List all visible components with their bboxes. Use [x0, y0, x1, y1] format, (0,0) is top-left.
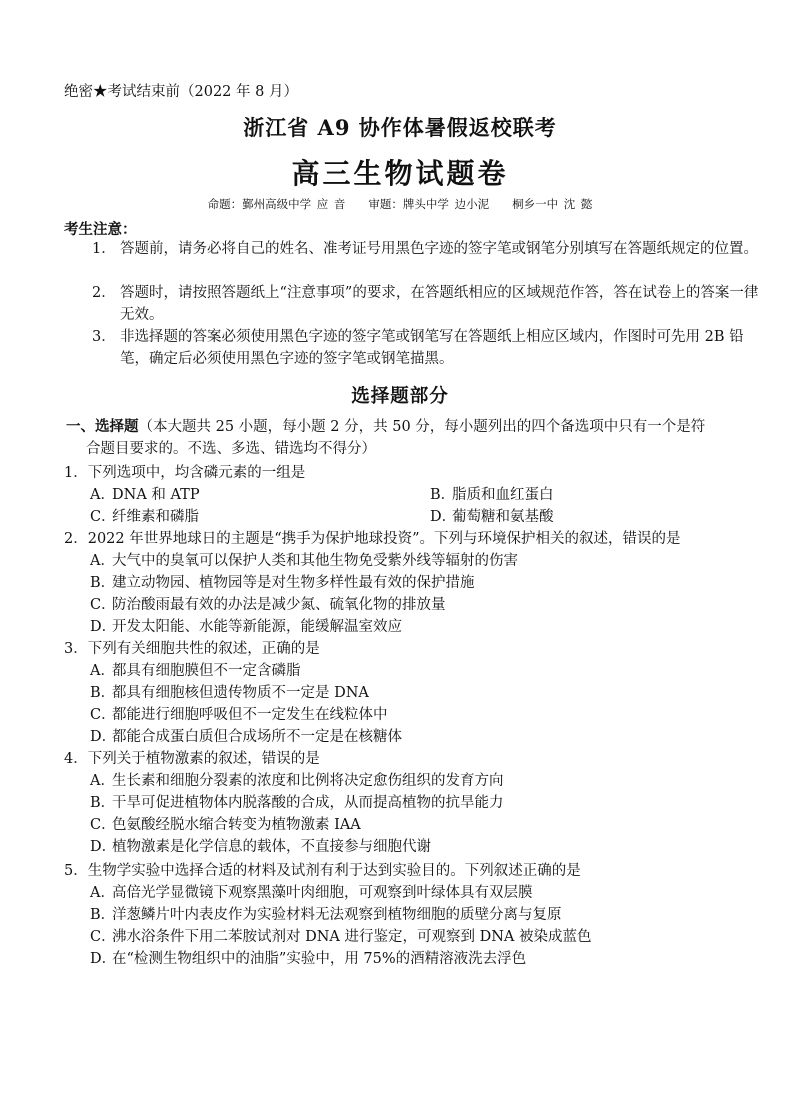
- subject-title: 高三生物试题卷: [291, 157, 509, 190]
- option-text: 在“检测生物组织中的油脂”实验中，用 75%的酒精溶液洗去浮色: [112, 951, 527, 967]
- option-text: 色氨酸经脱水缩合转变为植物激素 IAA: [112, 817, 361, 833]
- option-letter: C．: [90, 929, 116, 945]
- question-4-option-d: [90, 836, 431, 858]
- option-letter: A．: [90, 885, 115, 901]
- option-letter: B．: [90, 575, 116, 591]
- option-letter: B．: [430, 487, 456, 503]
- notice-item-3: [92, 326, 762, 370]
- option-letter: A．: [90, 553, 115, 569]
- option-letter: C．: [90, 597, 116, 613]
- question-4-option-c: [90, 814, 361, 836]
- question-5-option-a: [90, 882, 533, 904]
- option-text: 大气中的臭氧可以保护人类和其他生物免受紫外线等辐射的伤害: [112, 553, 518, 569]
- option-text: 植物激素是化学信息的载体，不直接参与细胞代谢: [112, 839, 431, 855]
- option-text: 脂质和血红蛋白: [452, 487, 554, 503]
- section-title: 选择题部分: [351, 386, 449, 407]
- part-header: [66, 416, 756, 460]
- part-description: （本大题共 25 小题，每小题 2 分，共 50 分，每小题列出的四个备选项中只有一个是符: [138, 419, 706, 435]
- question-1-option-d: [430, 506, 554, 528]
- question-3-option-c: [90, 704, 388, 726]
- notice-text: 答题前，请务必将自己的姓名、准考证号用黑色字迹的签字笔或钢笔分别填写在答题纸规定的位置。: [120, 241, 758, 257]
- question-3-option-a: [90, 660, 301, 682]
- option-letter: D．: [90, 839, 117, 855]
- option-text: 都具有细胞膜但不一定含磷脂: [112, 663, 301, 679]
- option-text: 葡萄糖和氨基酸: [452, 509, 554, 525]
- option-text: 沸水浴条件下用二苯胺试剂对 DNA 进行鉴定，可观察到 DNA 被染成蓝色: [112, 929, 592, 945]
- notice-item-2: [92, 282, 762, 326]
- notice-number: 1．: [92, 241, 116, 257]
- option-text: 都能进行细胞呼吸但不一定发生在线粒体中: [112, 707, 388, 723]
- question-2-option-a: [90, 550, 518, 572]
- option-text: 高倍光学显微镜下观察黑藻叶肉细胞，可观察到叶绿体具有双层膜: [112, 885, 533, 901]
- notice-text: 答题时，请按照答题纸上“注意事项”的要求，在答题纸相应的区域规范作答，答在试卷上的答案一律无效。: [120, 285, 759, 323]
- notice-title: 考生注意：: [64, 221, 137, 238]
- question-4-option-a: [90, 770, 504, 792]
- option-text: 都具有细胞核但遗传物质不一定是 DNA: [112, 685, 369, 701]
- question-5-option-b: [90, 904, 562, 926]
- option-letter: B．: [90, 907, 116, 923]
- option-text: 生长素和细胞分裂素的浓度和比例将决定愈伤组织的发育方向: [112, 773, 504, 789]
- question-2-option-b: [90, 572, 475, 594]
- option-letter: A．: [90, 773, 115, 789]
- confidential-line: 绝密★考试结束前（2022 年 8 月）: [64, 84, 298, 100]
- option-text: 防治酸雨最有效的办法是减少氮、硫氧化物的排放量: [112, 597, 446, 613]
- question-2-option-d: [90, 616, 402, 638]
- question-1-option-a: [90, 484, 200, 506]
- option-letter: D．: [90, 951, 117, 967]
- question-1-option-b: [430, 484, 554, 506]
- option-letter: C．: [90, 817, 116, 833]
- notice-text: 非选择题的答案必须使用黑色字迹的签字笔或钢笔写在答题纸上相应区域内，作图时可先用 2B 铅笔，确定后必须使用黑色字迹的签字笔或钢笔描黑。: [120, 329, 744, 367]
- question-4-stem: 4．下列关于植物激素的叙述，错误的是: [64, 751, 320, 767]
- option-letter: D．: [430, 509, 457, 525]
- question-5-stem: 5．生物学实验中选择合适的材料及试剂有利于达到实验目的。下列叙述正确的是: [64, 863, 581, 879]
- option-letter: C．: [90, 707, 116, 723]
- notice-number: 2．: [92, 285, 116, 301]
- option-letter: B．: [90, 795, 116, 811]
- exam-title: 浙江省 A9 协作体暑假返校联考: [243, 115, 557, 140]
- question-2-stem: 2．2022 年世界地球日的主题是“携手为保护地球投资”。下列与环境保护相关的叙述，错误的是: [64, 531, 681, 547]
- option-text: 都能合成蛋白质但合成场所不一定是在核糖体: [112, 729, 402, 745]
- part-lead: 一、选择题: [66, 418, 139, 435]
- option-letter: B．: [90, 685, 116, 701]
- option-text: 建立动物园、植物园等是对生物多样性最有效的保护措施: [112, 575, 475, 591]
- question-1-stem: 1．下列选项中，均含磷元素的一组是: [64, 465, 306, 481]
- part-description-cont: 合题目要求的。不选、多选、错选均不得分）: [86, 441, 376, 457]
- option-text: 洋葱鳞片叶内表皮作为实验材料无法观察到植物细胞的质壁分离与复原: [112, 907, 562, 923]
- option-letter: A．: [90, 487, 115, 503]
- question-3-option-d: [90, 726, 402, 748]
- notice-item-1: [92, 238, 762, 260]
- option-letter: D．: [90, 619, 117, 635]
- option-text: DNA 和 ATP: [112, 487, 200, 503]
- option-letter: A．: [90, 663, 115, 679]
- option-text: 纤维素和磷脂: [112, 509, 199, 525]
- notice-number: 3．: [92, 329, 116, 345]
- author-line: 命题：鄞州高级中学 应 音 审题：牌头中学 边小泥 桐乡一中 沈 懿: [207, 197, 593, 211]
- option-text: 开发太阳能、水能等新能源，能缓解温室效应: [112, 619, 402, 635]
- question-5-option-d: [90, 948, 526, 970]
- option-text: 干旱可促进植物体内脱落酸的合成，从而提高植物的抗旱能力: [112, 795, 504, 811]
- option-letter: D．: [90, 729, 117, 745]
- question-3-stem: 3．下列有关细胞共性的叙述，正确的是: [64, 641, 320, 657]
- question-4-option-b: [90, 792, 504, 814]
- question-2-option-c: [90, 594, 446, 616]
- question-3-option-b: [90, 682, 369, 704]
- question-5-option-c: [90, 926, 592, 948]
- option-letter: C．: [90, 509, 116, 525]
- question-1-option-c: [90, 506, 199, 528]
